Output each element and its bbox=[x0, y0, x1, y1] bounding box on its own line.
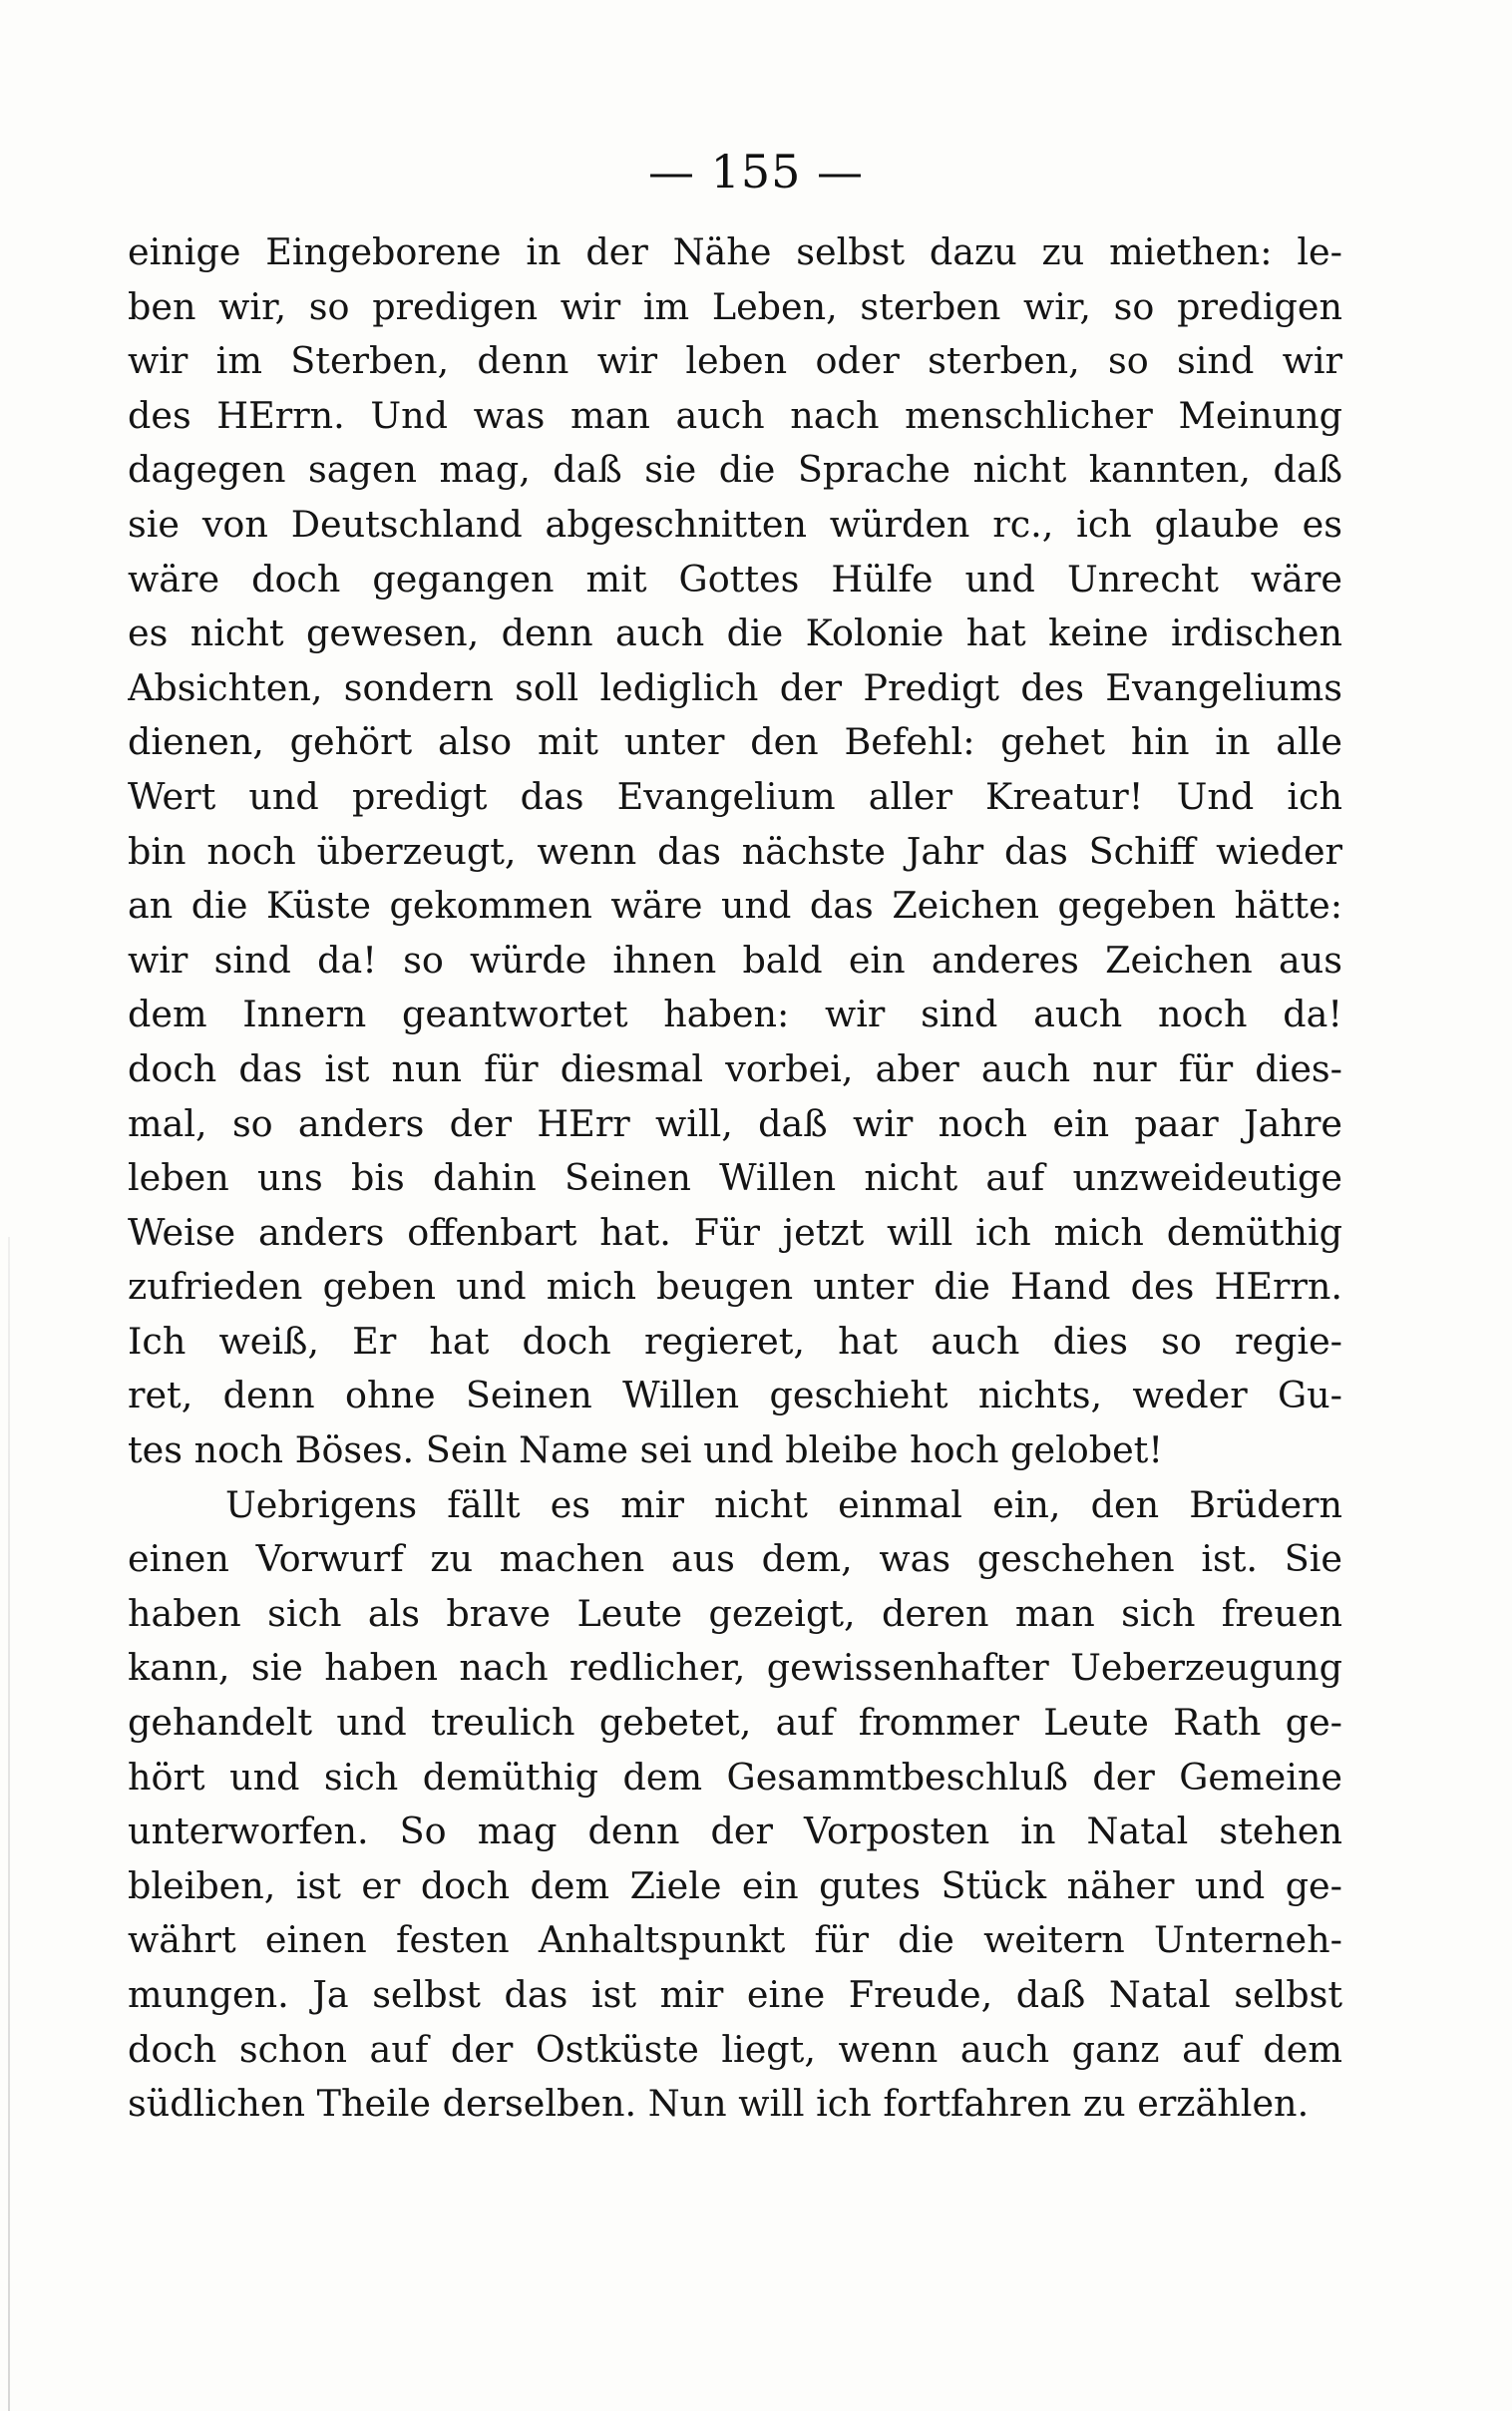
body-text bbox=[128, 225, 1342, 2132]
text-line: es nicht gewesen, denn auch die Kolonie hat keine irdischen bbox=[128, 611, 1342, 655]
text-line: hört und sich demüthig dem Gesammtbeschluß der Gemeine bbox=[128, 1755, 1342, 1799]
page-number: — 155 — bbox=[647, 145, 865, 199]
text-line: unterworfen. So mag denn der Vorposten in Natal stehen bbox=[128, 1809, 1342, 1853]
text-line: doch das ist nun für diesmal vorbei, aber auch nur für dies- bbox=[128, 1046, 1342, 1090]
text-line: gehandelt und treulich gebetet, auf frommer Leute Rath ge- bbox=[128, 1701, 1342, 1745]
text-line: doch schon auf der Ostküste liegt, wenn auch ganz auf dem bbox=[128, 2027, 1342, 2071]
text-line: währt einen festen Anhaltspunkt für die weitern Unterneh- bbox=[128, 1918, 1342, 1962]
text-line: dagegen sagen mag, daß sie die Sprache nicht kannten, daß bbox=[128, 448, 1342, 492]
paragraph-end-line: tes noch Böses. Sein Name sei und bleibe hoch gelobet! bbox=[128, 1428, 1164, 1472]
text-line: ret, denn ohne Seinen Willen geschieht nichts, weder Gu- bbox=[128, 1374, 1342, 1417]
text-line: bin noch überzeugt, wenn das nächste Jahr das Schiff wieder bbox=[128, 829, 1342, 873]
text-line: haben sich als brave Leute gezeigt, deren man sich freuen bbox=[128, 1591, 1342, 1635]
text-line: Absichten, sondern soll lediglich der Predigt des Evangeliums bbox=[128, 665, 1342, 709]
text-line: wir sind da! so würde ihnen bald ein anderes Zeichen aus bbox=[128, 938, 1342, 982]
text-line: zufrieden geben und mich beugen unter die Hand des HErrn. bbox=[128, 1265, 1342, 1309]
paragraph-end-line: südlichen Theile derselben. Nun will ich fortfahren zu erzählen. bbox=[128, 2082, 1310, 2126]
text-line: Ich weiß, Er hat doch regieret, hat auch dies so regie- bbox=[128, 1319, 1342, 1363]
text-line: ben wir, so predigen wir im Leben, sterben wir, so predigen bbox=[128, 284, 1342, 328]
text-line: dienen, gehört also mit unter den Befehl: gehet hin in alle bbox=[128, 720, 1342, 764]
text-line: dem Innern geantwortet haben: wir sind auch noch da! bbox=[128, 993, 1342, 1036]
text-line: kann, sie haben nach redlicher, gewissenhafter Ueberzeugung bbox=[128, 1646, 1342, 1690]
paragraph-start-line: Uebrigens fällt es mir nicht einmal ein, den Brüdern bbox=[225, 1482, 1342, 1526]
text-line: einen Vorwurf zu machen aus dem, was geschehen ist. Sie bbox=[128, 1537, 1342, 1581]
text-line: mungen. Ja selbst das ist mir eine Freude, daß Natal selbst bbox=[128, 1973, 1342, 2016]
text-line: an die Küste gekommen wäre und das Zeichen gegeben hätte: bbox=[128, 884, 1342, 928]
scan-edge-shadow bbox=[8, 1237, 10, 2411]
text-line: bleiben, ist er doch dem Ziele ein gutes Stück näher und ge- bbox=[128, 1863, 1342, 1907]
text-line: sie von Deutschland abgeschnitten würden rc., ich glaube es bbox=[128, 502, 1342, 546]
text-line: wir im Sterben, denn wir leben oder sterben, so sind wir bbox=[128, 339, 1342, 383]
text-line: einige Eingeborene in der Nähe selbst dazu zu miethen: le- bbox=[128, 230, 1342, 273]
text-line: mal, so anders der HErr will, daß wir noch ein paar Jahre bbox=[128, 1101, 1342, 1145]
text-line: des HErrn. Und was man auch nach menschlicher Meinung bbox=[128, 393, 1342, 437]
text-line: Weise anders offenbart hat. Für jetzt will ich mich demüthig bbox=[128, 1210, 1342, 1254]
text-line: Wert und predigt das Evangelium aller Kreatur! Und ich bbox=[128, 774, 1342, 818]
text-line: wäre doch gegangen mit Gottes Hülfe und Unrecht wäre bbox=[128, 557, 1342, 601]
text-line: leben uns bis dahin Seinen Willen nicht auf unzweideutige bbox=[128, 1156, 1342, 1200]
